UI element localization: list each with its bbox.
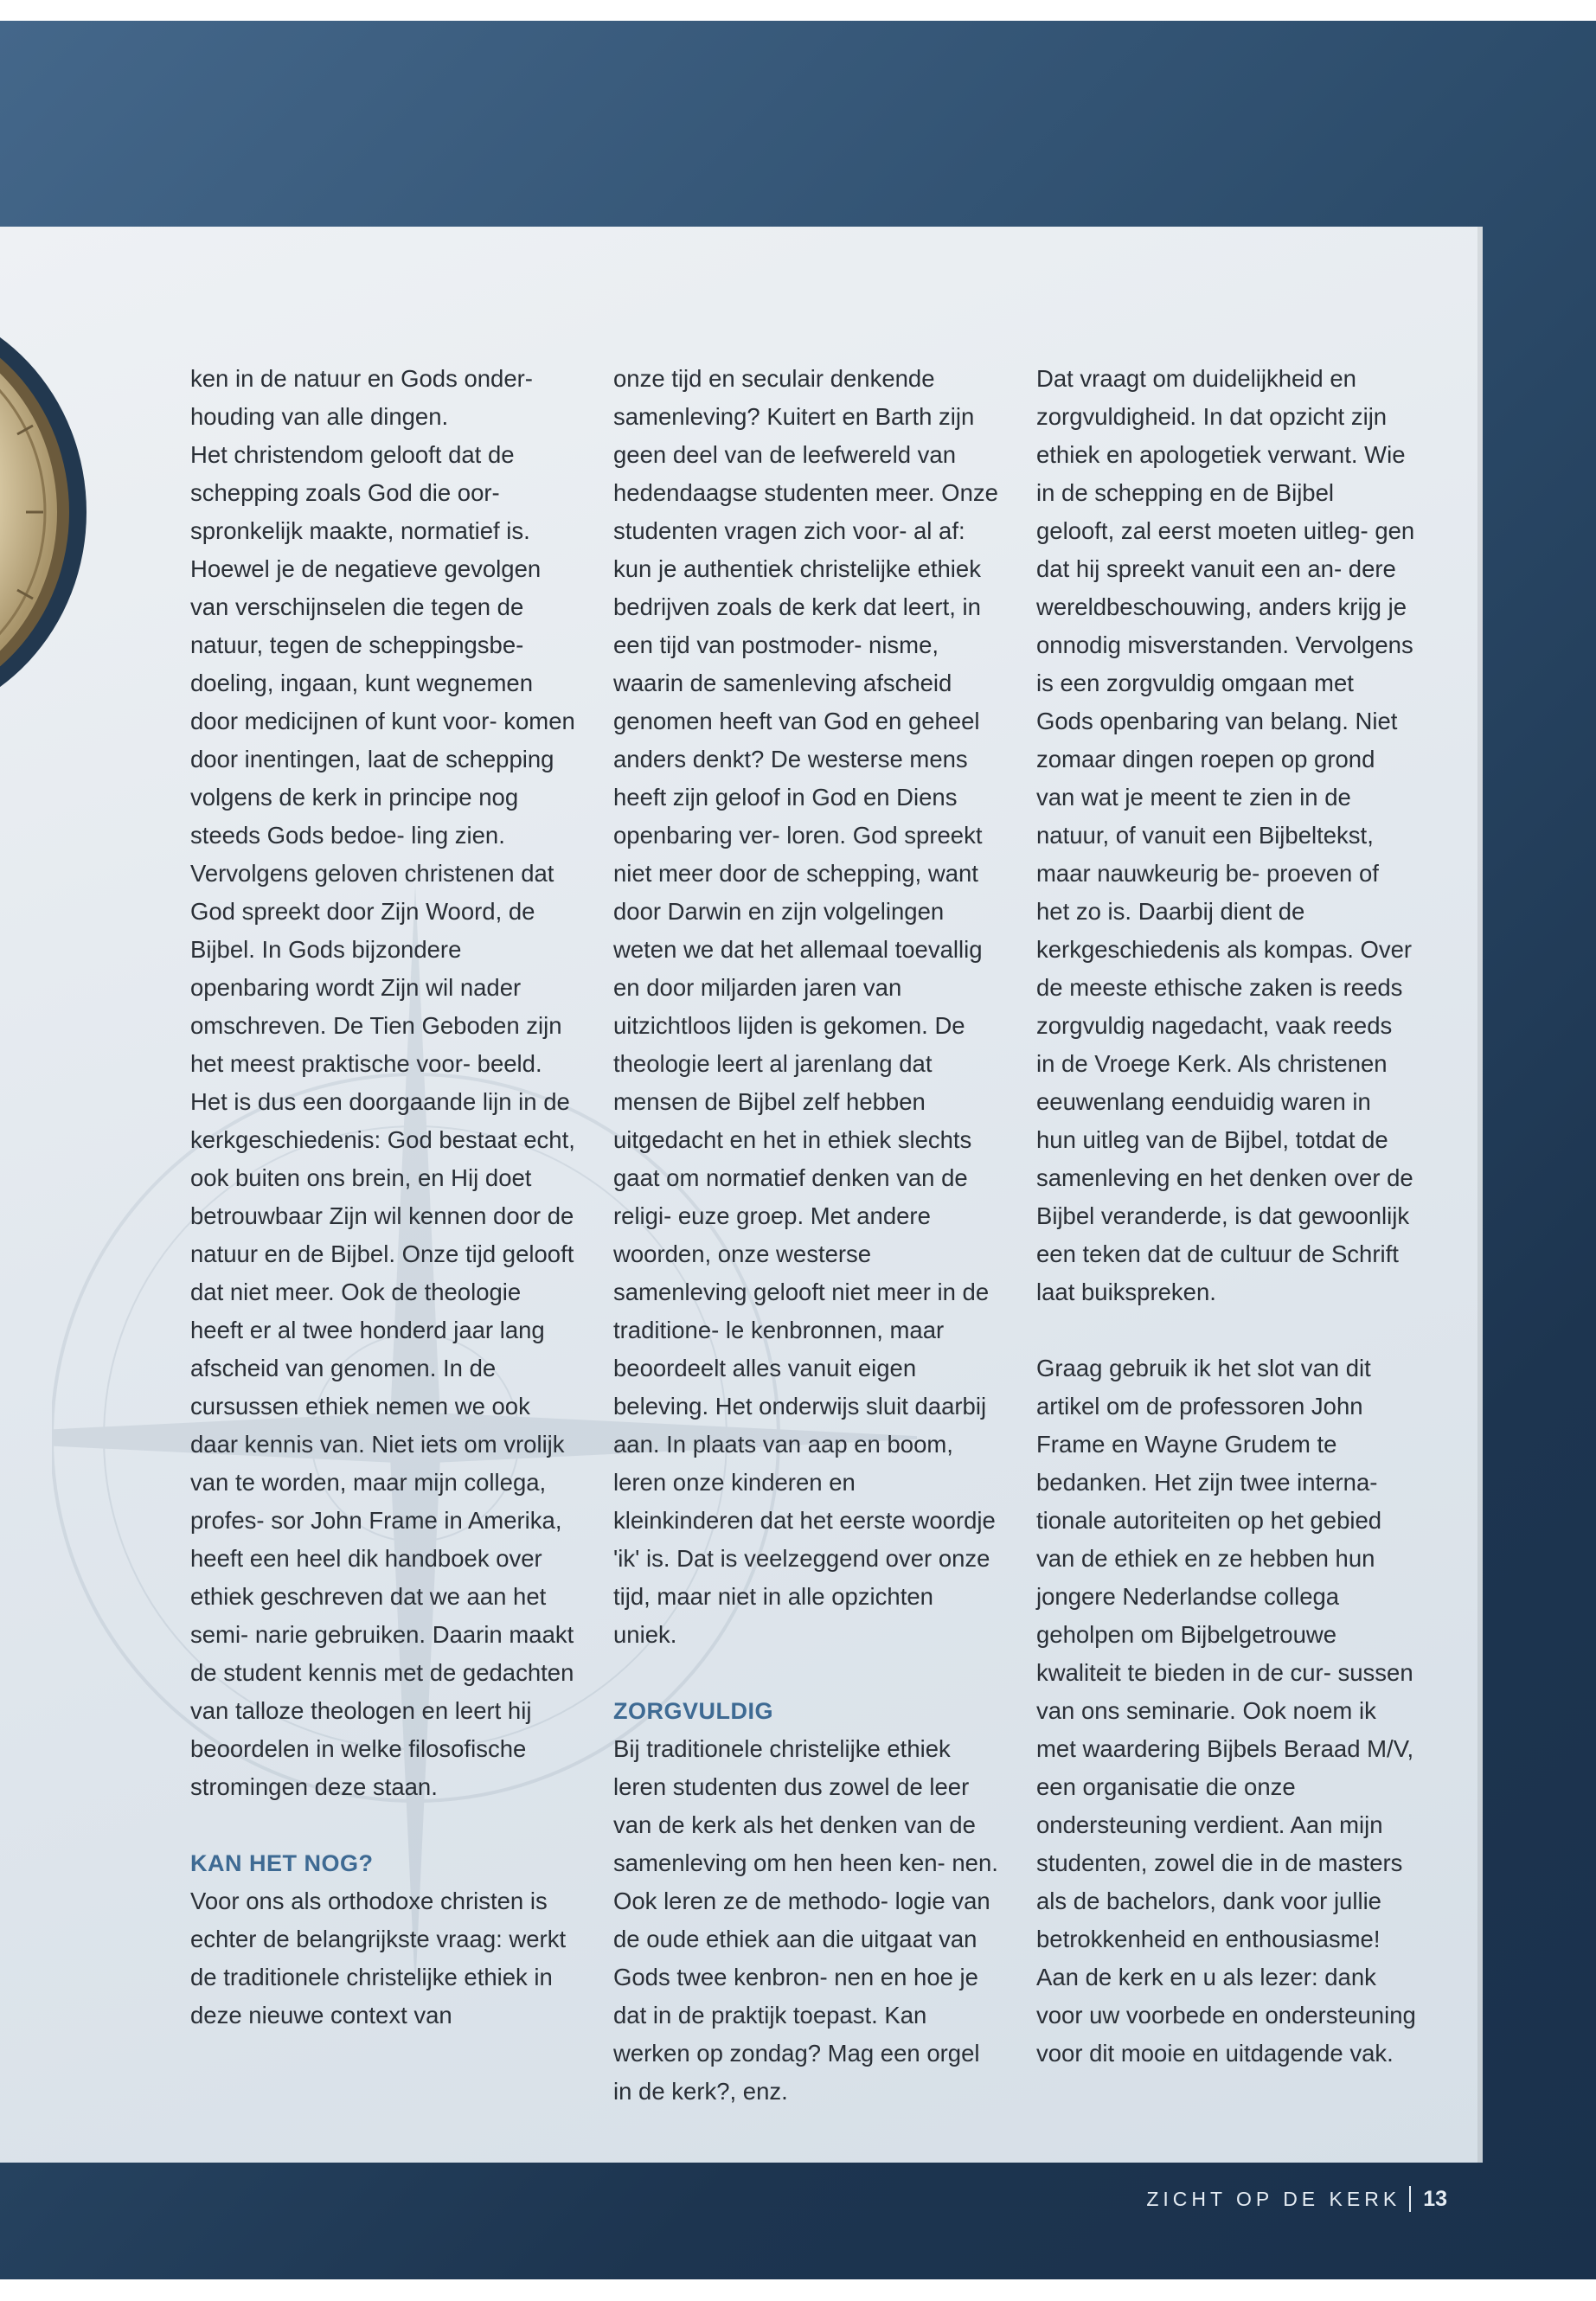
article-column-3: [1036, 360, 1417, 2073]
footer-divider: [1409, 2186, 1411, 2212]
paragraph: Het christendom gelooft dat de schepping zoals God die oor- spronkelijk maakte, normatief is. Hoewel je de negatieve gevolgen van verschijnselen die tegen de natuur, tegen de scheppingsbe- doeling, ingaan, kunt wegnemen door medicijnen of kunt voor- komen door inentingen, laat de schepping volgens de kerk in principe nog steeds Gods bedoe- ling zien.: [190, 441, 575, 849]
paragraph-spacer: [613, 1654, 998, 1692]
paragraph: ken in de natuur en Gods onder- houding van alle dingen.: [190, 365, 533, 430]
paragraph: Bij traditionele christelijke ethiek leren studenten dus zowel de leer van de kerk als het denken van de samenleving om hen heen ken- nen. Ook leren ze de methodo- logie van de oude ethiek aan die uitgaat van Gods twee kenbron- nen en hoe je dat in de praktijk toepast. Kan werken op zondag? Mag een orgel in de kerk?, enz.: [613, 1735, 998, 2105]
section-heading: KAN HET NOG?: [190, 1850, 374, 1876]
article-panel: [0, 227, 1483, 2163]
paragraph: Dat vraagt om duidelijkheid en zorgvuldigheid. In dat opzicht zijn ethiek en apologetiek verwant. Wie in de schepping en de Bijbel gelooft, zal eerst moeten uitleg- gen dat hij spreekt vanuit een an- dere wereldbeschouwing, anders krijg je onnodig misverstanden. Vervolgens is een zorgvuldig omgaan met Gods openbaring van belang. Niet zomaar dingen roepen op grond van wat je meent te zien in de natuur, of vanuit een Bijbeltekst, maar nauwkeurig be- proeven of het zo is. Daarbij dient de kerkgeschiedenis als kompas. Over de meeste ethische zaken is reeds zorgvuldig nagedacht, vaak reeds in de Vroege Kerk. Als christenen eeuwenlang eenduidig waren in hun uitleg van de Bijbel, totdat de samenleving en het denken over de Bijbel veranderde, is dat gewoonlijk een teken dat de cultuur de Schrift laat buikspreken.: [1036, 365, 1415, 1305]
paragraph: Vervolgens geloven christenen dat God spreekt door Zijn Woord, de Bijbel. In Gods bijzondere openbaring wordt Zijn wil nader omschreven. De Tien Geboden zijn het meest praktische voor- beeld. Het is dus een doorgaande lijn in de kerkgeschiedenis: God bestaat echt, ook buiten ons brein, en Hij doet betrouwbaar Zijn wil kennen door de natuur en de Bijbel. Onze tijd gelooft dat niet meer. Ook de theologie heeft er al twee honderd jaar lang afscheid van genomen. In de cursussen ethiek nemen we ook daar kennis van. Niet iets om vrolijk van te worden, maar mijn collega, profes- sor John Frame in Amerika, heeft een heel dik handboek over ethiek geschreven dat we aan het semi- narie gebruiken. Daarin maakt de student kennis met de gedachten van talloze theologen en leert hij beoordelen in welke filosofische stromingen deze staan.: [190, 860, 575, 1800]
article-column-2: [613, 360, 998, 2111]
paragraph: Voor ons als orthodoxe christen is echter de belangrijkste vraag: werkt de traditionele christelijke ethiek in deze nieuwe context van: [190, 1888, 567, 2029]
page-footer: [1146, 2182, 1447, 2216]
paragraph-spacer: [1036, 1311, 1417, 1349]
magazine-name: ZICHT OP DE KERK: [1146, 2187, 1401, 2210]
section-heading: ZORGVULDIG: [613, 1698, 773, 1724]
page-background: [0, 21, 1596, 2279]
article-column-1: [190, 360, 575, 2035]
compass-illustration: [0, 296, 95, 728]
paragraph: Graag gebruik ik het slot van dit artikel om de professoren John Frame en Wayne Grudem te bedanken. Het zijn twee interna- tionale autoriteiten op het gebied van de ethiek en ze hebben hun jongere Nederlandse collega geholpen om Bijbelgetrouwe kwaliteit te bieden in de cur- sussen van ons seminarie. Ook noem ik met waardering Bijbels Beraad M/V, een organisatie die onze ondersteuning verdient. Aan mijn studenten, zowel die in de masters als de bachelors, dank voor jullie betrokkenheid en enthousiasme! Aan de kerk en u als lezer: dank voor uw voorbede en ondersteuning voor dit mooie en uitdagende vak.: [1036, 1355, 1416, 2067]
paragraph: onze tijd en seculair denkende samenleving? Kuitert en Barth zijn geen deel van de leefwereld van hedendaagse studenten meer. Onze studenten vragen zich voor- al af: kun je authentiek christelijke ethiek bedrijven zoals de kerk dat leert, in een tijd van postmoder- nisme, waarin de samenleving afscheid genomen heeft van God en geheel anders denkt? De westerse mens heeft zijn geloof in God en Diens openbaring ver- loren. God spreekt niet meer door de schepping, want door Darwin en zijn volgelingen weten we dat het allemaal toevallig en door miljarden jaren van uitzichtloos lijden is gekomen. De theologie leert al jarenlang dat mensen de Bijbel zelf hebben uitgedacht en het in ethiek slechts gaat om normatief denken van de religi- euze groep. Met andere woorden, onze westerse samenleving gelooft niet meer in de traditione- le kenbronnen, maar beoordeelt alles vanuit eigen beleving. Het onderwijs sluit daarbij aan. In plaats van aap en boom, leren onze kinderen en kleinkinderen dat het eerste woordje 'ik' is. Dat is veelzeggend over onze tijd, maar niet in alle opzichten uniek.: [613, 365, 998, 1648]
paragraph-spacer: [190, 1806, 575, 1844]
page-number: 13: [1423, 2186, 1447, 2211]
